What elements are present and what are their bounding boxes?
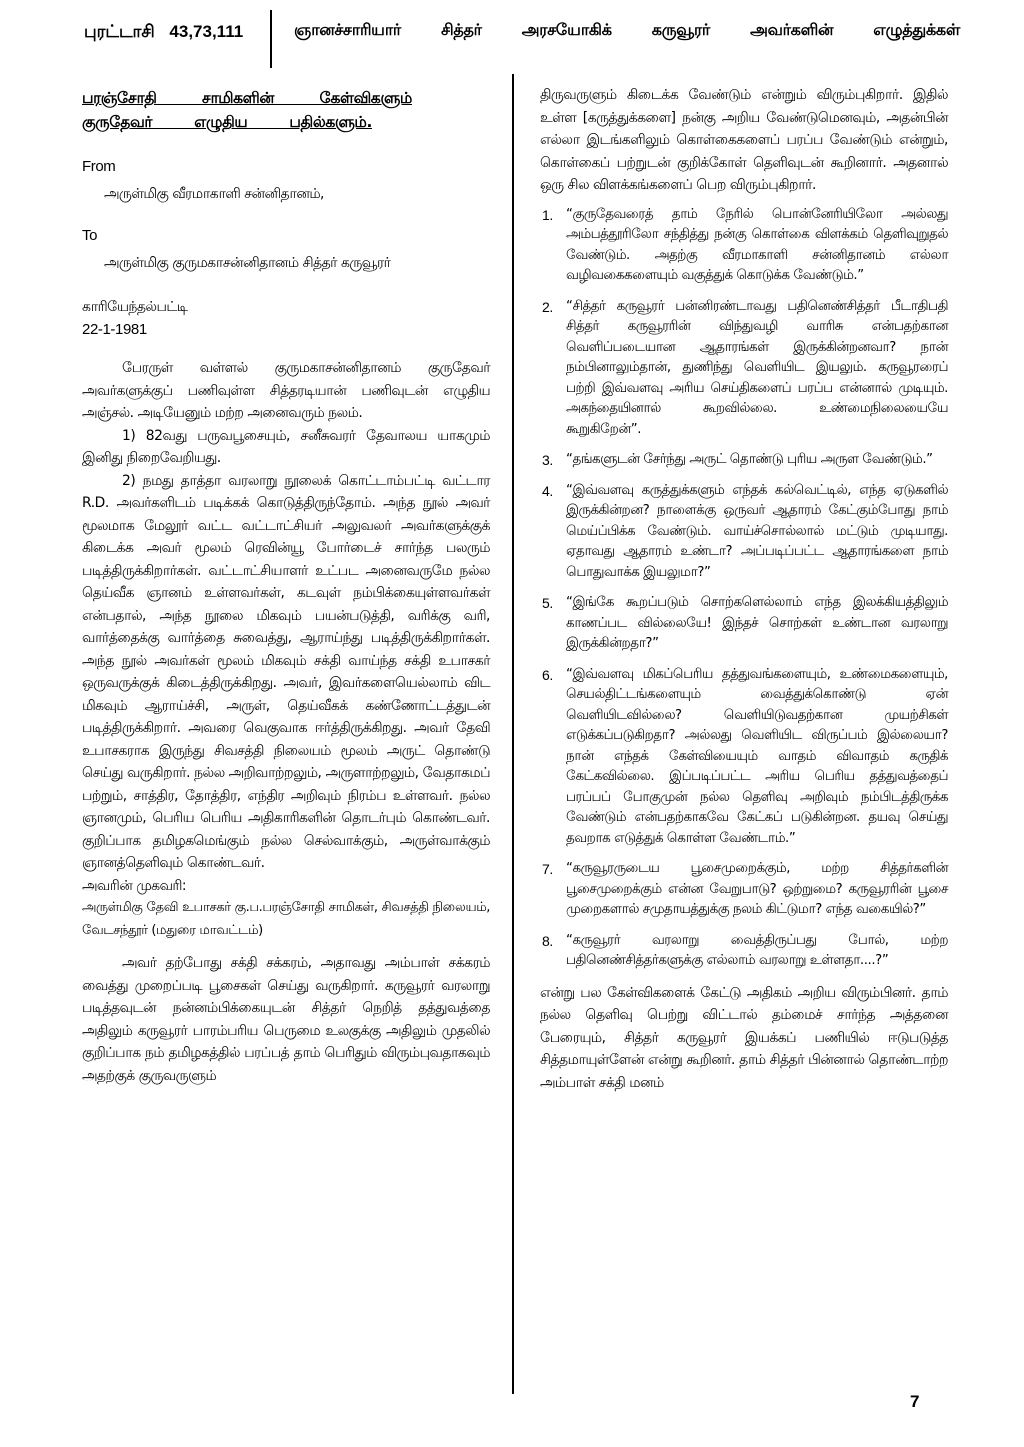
to-label: To (82, 227, 98, 244)
salutation-paragraph: பேரருள் வள்ளல் குருமகாசன்னிதானம் குருதேவர் அவர்களுக்குப் பணிவுள்ள சித்தரடியான் பணிவுடன் எழுதிய அஞ்சல். அடியேனும் மற்ற அனைவரும் நலம். (82, 360, 490, 421)
column-divider (512, 74, 514, 1394)
question-number: 5. (542, 595, 553, 611)
question-text: “இவ்வளவு மிகப்பெரிய தத்துவங்களையும், உண்மைகளையும், செயல்திட்டங்களையும் வைத்துக்கொண்டு ஏன் வெளியிடவில்லை? வெளியிடுவதற்கான முயற்சிகள் எடுக்கப்படுகிறதா? அல்லது வெளியிட விருப்பம் இல்லையா? நான் எந்தக் கேள்வியையும் வாதம் விவாதம் கருதிக் கேட்கவில்லை. இப்படிப்பட்ட அரிய பெரிய தத்துவத்தைப் பரப்பப் போகுமுன் நல்ல தெளிவு அறிவும் நம்பிடத்திருக்க வேண்டும் என்பதற்காகவே கேட்கப் படுகின்றன. தயவு செய்து தவறாக எடுத்துக் கொள்ள வேண்டாம்.” (566, 666, 948, 846)
closing-paragraph-left: அவர் தற்போது சக்தி சக்கரம், அதாவது அம்பாள் சக்கரம் வைத்து முறைப்படி பூசைகள் செய்து வருகிறார். கருவூரர் வரலாறு படித்தவுடன் நன்னம்பிக்கையுடன் சித்தர் நெறித் தத்துவத்தை அதிலும் கருவூரர் பாரம்பரிய பெருமை உலகுக்கு அதிலும் முதலில் குறிப்பாக நம் தமிழகத்தில் பரப்பத் தாம் பெரிதும் விரும்புவதாகவும் அதற்குக் குருவருளும் (82, 955, 490, 1084)
question-item (540, 450, 948, 471)
question-item (540, 859, 948, 921)
question-number: 3. (542, 452, 553, 468)
question-item (540, 481, 948, 584)
question-text: “கருவூரருடைய பூசைமுறைக்கும், மற்ற சித்தர்களின் பூசைமுறைக்கும் என்ன வேறுபாடு? ஒற்றுமை? கருவூரரின் பூசை முறைகளால் சமுதாயத்துக்கு நலம் கிட்டுமா? எந்த வகையில்?” (566, 861, 948, 917)
question-number: 2. (542, 298, 553, 315)
question-text: “குருதேவரைத் தாம் நேரில் பொன்னேரியிலோ அல்லது அம்பத்தூரிலோ சந்தித்து நன்கு கொள்கை விளக்கம் தெளிவுறுதல் வேண்டும். அதற்கு வீரமாகாளி சன்னிதானம் எல்லா வழிவகைகளையும் வகுத்துக் கொடுக்க வேண்டும்.” (566, 206, 948, 283)
from-value: அருள்மிகு வீரமாகாளி சன்னிதானம், (104, 185, 325, 202)
page-number: 7 (910, 1392, 920, 1411)
question-list (540, 205, 948, 972)
page-header (0, 0, 1024, 80)
question-text: “இவ்வளவு கருத்துக்களும் எந்தக் கல்வெட்டில், எந்த ஏடுகளில் இருக்கின்றன? நாளைக்கு ஒருவர் ஆதாரம் கேட்கும்போது நாம் மெய்ப்பிக்க வேண்டும். வாய்ச்சொல்லால் மட்டும் முடியாது. ஏதாவது ஆதாரம் உண்டா? அப்படிப்பட்ட ஆதாரங்களை நாம் பொதுவாக்க இயலுமா?” (566, 482, 948, 580)
question-text: “சித்தர் கருவூரர் பன்னிரண்டாவது பதினெண்சித்தர் பீடாதிபதி சித்தர் கருவூரரின் விந்துவழி வாரிசு என்பதற்கான வெளிப்படையான ஆதாரங்கள் இருக்கின்றனவா? நான் நம்பினாலும்தான், துணிந்து வெளியிட இயலும். கருவூரரைப் பற்றி இவ்வளவு அரிய செய்திகளைப் பரப்ப என்னால் முடியும். அகந்தையினால் கூறவில்லை. உண்மைநிலையையே கூறுகிறேன்”. (566, 298, 948, 437)
right-column (540, 84, 948, 1094)
question-number: 6. (542, 666, 553, 683)
header-divider (270, 10, 272, 68)
question-number: 8. (542, 932, 553, 949)
question-item (540, 297, 948, 441)
from-label: From (82, 158, 116, 175)
address-label: அவரின் முகவரி: (82, 877, 187, 894)
question-item (540, 931, 948, 972)
right-closing-paragraph: என்று பல கேள்விகளைக் கேட்டு அதிகம் அறிய விரும்பினர். தாம் நல்ல தெளிவு பெற்று விட்டால் தம்மைச் சார்ந்த அத்தனை பேரையும், சித்தர் கருவூரர் இயக்கப் பணியில் ஈடுபடுத்த சித்தமாயுள்ளேன் என்று கூறினர். தாம் சித்தர் பின்னால் தொண்டாற்ற அம்பாள் சக்தி மனம் (540, 984, 948, 1091)
question-number: 4. (542, 482, 553, 499)
issue-label: புரட்டாசி 43,73,111 (84, 22, 244, 41)
question-item (540, 593, 948, 655)
running-title: ஞானச்சாரியார் சித்தர் அரசயோகிக் கருவூரர் அவர்களின் எழுத்துக்கள் (294, 20, 960, 39)
point-2: 2) நமது தாத்தா வரலாறு நூலைக் கொட்டாம்பட்டி வட்டார R.D. அவர்களிடம் படிக்கக் கொடுத்திருந்தோம். அந்த நூல் அவர் மூலமாக மேலூர் வட்ட வட்டாட்சியர் அலுவலர் அவர்களுக்குக் கிடைக்க அவர் மூலம் ரெவின்யூ போர்டைச் சார்ந்த பலரும் படித்திருக்கிறார்கள். வட்டாட்சியாளர் உட்பட அனைவருமே நல்ல தெய்வீக ஞானம் உள்ளவர்கள், கடவுள் நம்பிக்கையுள்ளவர்கள் என்பதால், அந்த நூலை மிகவும் பயன்படுத்தி, வரிக்கு வரி, வார்த்தைக்கு வார்த்தை சுவைத்து, ஆராய்ந்து படித்திருக்கிறார்கள். அந்த நூல் அவர்கள் மூலம் மிகவும் சக்தி வாய்ந்த சக்தி உபாசகர் ஒருவருக்குக் கிடைத்திருக்கிறது. அவர், இவர்களையெல்லாம் விட மிகவும் ஆராய்ச்சி, அருள், தெய்வீகக் கண்ணோட்டத்துடன் படித்திருக்கிறார். அவரை வெகுவாக ஈர்த்திருக்கிறது. அவர் தேவி உபாசகராக இருந்து சிவசத்தி நிலையம் மூலம் அருட் தொண்டு செய்து வருகிறார். நல்ல அறிவாற்றலும், அருளாற்றலும், வேதாகமப் பற்றும், சாத்திர, தோத்திர, எந்திர அறிவும் நிரம்ப உள்ளவர். நல்ல ஞானமும், பெரிய பெரிய அதிகாரிகளின் தொடர்பும் கொண்டவர். குறிப்பாக தமிழகமெங்கும் நல்ல செல்வாக்கும், அருள்வாக்கும் ஞானத்தெளிவும் கொண்டவர். (82, 472, 490, 871)
article-title (82, 86, 412, 134)
to-value: அருள்மிகு குருமகாசன்னிதானம் சித்தர் கருவூரர் (104, 254, 391, 271)
place-line: காரியேந்தல்பட்டி (82, 299, 188, 315)
point-1: 1) 82வது பருவபூசையும், சனீசுவரர் தேவாலய யாகமும் இனிது நிறைவேறியது. (82, 427, 490, 466)
date-line: 22-1-1981 (82, 320, 147, 338)
question-text: “கருவூரர் வரலாறு வைத்திருப்பது போல், மற்ற பதினெண்சித்தர்களுக்கு எல்லாம் வரலாறு உள்ளதா....?” (566, 932, 948, 968)
left-column (82, 86, 490, 1087)
question-item (540, 665, 948, 850)
question-text: “தங்களுடன் சேர்ந்து அருட் தொண்டு புரிய அருள வேண்டும்.” (566, 452, 933, 467)
article-title-line2: குருதேவர் எழுதிய பதில்களும். (82, 113, 372, 131)
question-item (540, 205, 948, 287)
address-text: அருள்மிகு தேவி உபாசகர் கு.ப.பரஞ்சோதி சாமிகள், சிவசத்தி நிலையம், வேடசந்தூர் (மதுரை மாவட்டம்) (82, 900, 490, 938)
right-intro-paragraph: திருவருளும் கிடைக்க வேண்டும் என்றும் விரும்புகிறார். இதில் உள்ள [கருத்துக்களை] நன்கு அறிய வேண்டுமெனவும், அதன்பின் எல்லா இடங்களிலும் கொள்கைகளைப் பரப்ப வேண்டும் என்றும், கொள்கைப் பற்றுடன் குறிக்கோள் தெளிவுடன் கூறினார். அதனால் ஒரு சில விளக்கங்களைப் பெற விரும்புகிறார். (540, 87, 948, 193)
question-number: 1. (542, 206, 553, 223)
question-text: “இங்கே கூறப்படும் சொற்களெல்லாம் எந்த இலக்கியத்திலும் காணப்பட வில்லையே! இந்தச் சொற்கள் உண்டான வரலாறு இருக்கின்றதா?” (566, 595, 948, 651)
question-number: 7. (542, 861, 553, 877)
article-title-line1: பரஞ்சோதி சாமிகளின் கேள்விகளும் (82, 89, 412, 107)
